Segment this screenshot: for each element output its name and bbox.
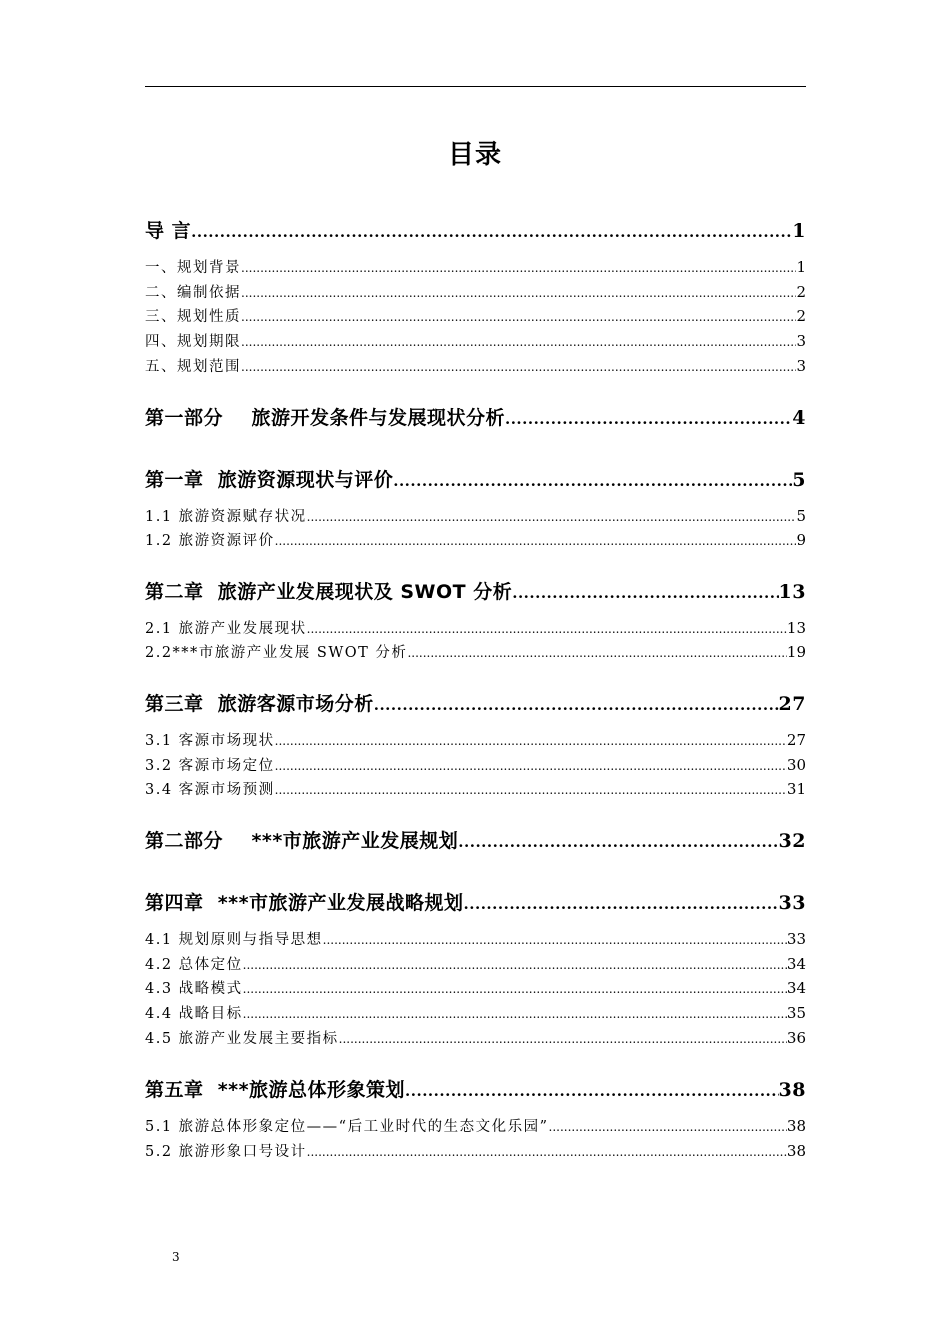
leader-dots bbox=[458, 833, 778, 851]
toc-entry-label: 1.1 旅游资源赋存状况 bbox=[145, 505, 307, 526]
leader-dots bbox=[307, 510, 797, 524]
toc-entry-page: 1 bbox=[796, 258, 806, 276]
toc-entry-page: 5 bbox=[792, 469, 806, 491]
leader-dots bbox=[243, 1007, 787, 1021]
toc-entry-label: 一、规划背景 bbox=[145, 256, 241, 277]
toc-entry-label: 第四章 ***市旅游产业发展战略规划 bbox=[145, 888, 464, 915]
leader-dots bbox=[374, 696, 779, 714]
leader-dots bbox=[241, 286, 796, 300]
toc-entry-label: 3.2 客源市场定位 bbox=[145, 754, 275, 775]
toc-entry-page: 27 bbox=[786, 731, 806, 749]
toc-entry[interactable] bbox=[145, 928, 806, 949]
page-number: 3 bbox=[172, 1250, 180, 1264]
toc-entry-label: 5.1 旅游总体形象定位——“后工业时代的生态文化乐园” bbox=[145, 1115, 549, 1136]
leader-dots bbox=[241, 310, 796, 324]
toc-entry-page: 1 bbox=[792, 220, 806, 242]
toc-entry-label: 四、规划期限 bbox=[145, 330, 241, 351]
leader-dots bbox=[275, 783, 787, 797]
toc-entry[interactable] bbox=[145, 355, 806, 376]
toc-entry-label: 3.4 客源市场预测 bbox=[145, 778, 275, 799]
toc-entry-label: 4.2 总体定位 bbox=[145, 953, 243, 974]
leader-dots bbox=[505, 410, 792, 428]
toc-entry-label: 3.1 客源市场现状 bbox=[145, 729, 275, 750]
toc-entry-label: 第五章 ***旅游总体形象策划 bbox=[145, 1075, 405, 1102]
toc-entry-page: 3 bbox=[796, 357, 806, 375]
toc-entry-page: 32 bbox=[778, 830, 806, 852]
toc-entry[interactable] bbox=[145, 1002, 806, 1023]
toc-entry[interactable] bbox=[145, 1115, 806, 1136]
leader-dots bbox=[241, 335, 796, 349]
toc-entry-page: 35 bbox=[786, 1004, 806, 1022]
toc-entry-page: 19 bbox=[786, 643, 806, 661]
toc-entry[interactable] bbox=[145, 281, 806, 302]
toc-entry-page: 30 bbox=[786, 756, 806, 774]
leader-dots bbox=[464, 895, 779, 913]
toc-entry[interactable] bbox=[145, 529, 806, 550]
toc-entry[interactable] bbox=[145, 577, 806, 604]
toc-entry[interactable] bbox=[145, 754, 806, 775]
toc-entry-label: 4.4 战略目标 bbox=[145, 1002, 243, 1023]
toc-entry-page: 34 bbox=[786, 979, 806, 997]
toc-entry-label: 2.1 旅游产业发展现状 bbox=[145, 617, 307, 638]
toc-entry-page: 38 bbox=[786, 1117, 806, 1135]
toc-entry[interactable] bbox=[145, 256, 806, 277]
toc-entry-page: 4 bbox=[792, 407, 806, 429]
toc-entry[interactable] bbox=[145, 953, 806, 974]
leader-dots bbox=[323, 933, 787, 947]
toc-entry-page: 13 bbox=[786, 619, 806, 637]
toc-entry[interactable] bbox=[145, 641, 806, 662]
toc-entry[interactable] bbox=[145, 305, 806, 326]
toc-entry-page: 34 bbox=[786, 955, 806, 973]
toc-entry-label: 4.5 旅游产业发展主要指标 bbox=[145, 1027, 339, 1048]
toc-entry-label: 导 言 bbox=[145, 216, 191, 243]
toc-entry[interactable] bbox=[145, 505, 806, 526]
toc-entry-page: 3 bbox=[796, 332, 806, 350]
toc-entry-page: 36 bbox=[786, 1029, 806, 1047]
toc-entry[interactable] bbox=[145, 778, 806, 799]
leader-dots bbox=[407, 646, 786, 660]
toc-entry-label: 第二章 旅游产业发展现状及 SWOT 分析 bbox=[145, 577, 512, 604]
toc-entry[interactable] bbox=[145, 1075, 806, 1102]
toc-entry[interactable] bbox=[145, 403, 806, 430]
toc-entry-label: 第一部分 旅游开发条件与发展现状分析 bbox=[145, 403, 505, 430]
leader-dots bbox=[275, 734, 787, 748]
leader-dots bbox=[243, 958, 787, 972]
toc-entry-label: 三、规划性质 bbox=[145, 305, 241, 326]
toc-entry-page: 38 bbox=[786, 1142, 806, 1160]
toc-entry-page: 2 bbox=[796, 283, 806, 301]
toc-entry[interactable] bbox=[145, 330, 806, 351]
toc-entry-page: 9 bbox=[796, 531, 806, 549]
toc-entry[interactable] bbox=[145, 1027, 806, 1048]
leader-dots bbox=[339, 1032, 787, 1046]
toc-entry-label: 4.3 战略模式 bbox=[145, 977, 243, 998]
toc-entry[interactable] bbox=[145, 826, 806, 853]
leader-dots bbox=[275, 759, 787, 773]
toc-entry[interactable] bbox=[145, 1140, 806, 1161]
toc-entry[interactable] bbox=[145, 617, 806, 638]
toc-entry-page: 13 bbox=[778, 581, 806, 603]
toc-entry[interactable] bbox=[145, 888, 806, 915]
toc-entry-label: 第二部分 ***市旅游产业发展规划 bbox=[145, 826, 458, 853]
leader-dots bbox=[241, 261, 796, 275]
toc-entry-label: 二、编制依据 bbox=[145, 281, 241, 302]
leader-dots bbox=[393, 472, 792, 490]
leader-dots bbox=[549, 1120, 787, 1134]
toc-entry-page: 33 bbox=[778, 892, 806, 914]
toc-entry-label: 5.2 旅游形象口号设计 bbox=[145, 1140, 307, 1161]
toc-entry-label: 五、规划范围 bbox=[145, 355, 241, 376]
leader-dots bbox=[307, 622, 787, 636]
leader-dots bbox=[191, 223, 792, 241]
leader-dots bbox=[512, 584, 778, 602]
toc-entry-page: 31 bbox=[786, 780, 806, 798]
toc-entry-label: 2.2***市旅游产业发展 SWOT 分析 bbox=[145, 641, 407, 662]
leader-dots bbox=[275, 534, 797, 548]
header-rule bbox=[145, 86, 806, 87]
toc-entry-label: 1.2 旅游资源评价 bbox=[145, 529, 275, 550]
toc-entry-page: 33 bbox=[786, 930, 806, 948]
toc-entry[interactable] bbox=[145, 216, 806, 243]
page-title: 目录 bbox=[447, 140, 502, 170]
leader-dots bbox=[241, 360, 796, 374]
toc-entry-page: 27 bbox=[778, 693, 806, 715]
toc-entry-page: 2 bbox=[796, 307, 806, 325]
toc-entry-label: 4.1 规划原则与指导思想 bbox=[145, 928, 323, 949]
toc-entry[interactable] bbox=[145, 689, 806, 716]
leader-dots bbox=[307, 1145, 787, 1159]
toc-entry[interactable] bbox=[145, 465, 806, 492]
toc-entry[interactable] bbox=[145, 729, 806, 750]
leader-dots bbox=[405, 1082, 779, 1100]
toc-entry-page: 38 bbox=[778, 1079, 806, 1101]
toc-entry-label: 第三章 旅游客源市场分析 bbox=[145, 689, 374, 716]
toc-entry-page: 5 bbox=[796, 507, 806, 525]
leader-dots bbox=[243, 982, 787, 996]
toc-entry[interactable] bbox=[145, 977, 806, 998]
toc-entry-label: 第一章 旅游资源现状与评价 bbox=[145, 465, 393, 492]
